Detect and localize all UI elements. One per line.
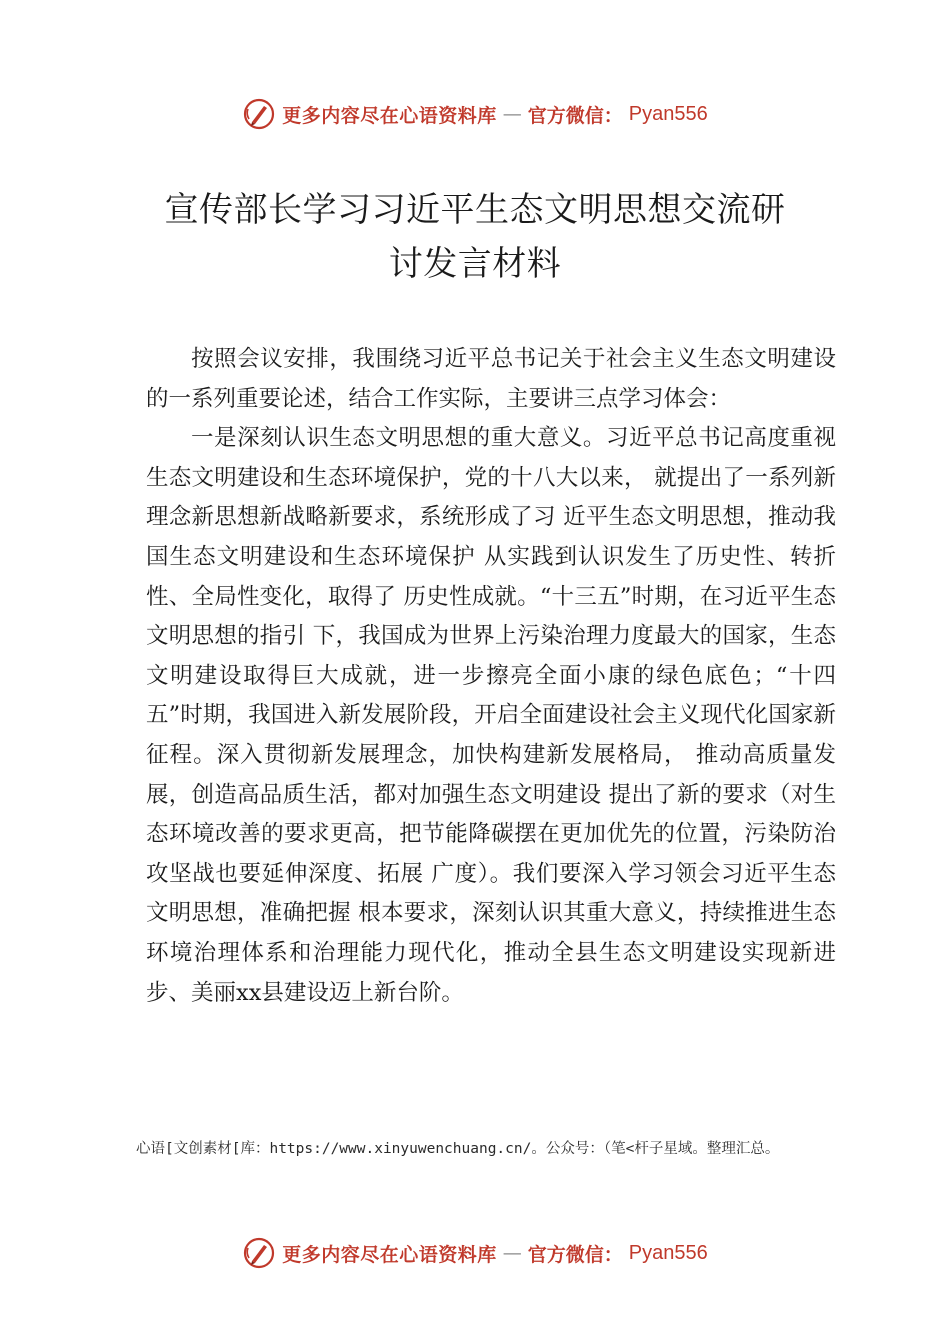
banner-text: 更多内容尽在心语资料库 <box>282 1243 497 1266</box>
banner-separator: — <box>502 103 522 125</box>
title-line-2: 讨发言材料 <box>388 244 562 284</box>
banner-wechat-label: 官方微信： <box>527 104 623 127</box>
title-line-1: 宣传部长学习习近平生态文明思想交流研 <box>164 190 786 230</box>
banner-separator: — <box>502 1242 522 1264</box>
document-body <box>146 340 836 1013</box>
banner-text: 更多内容尽在心语资料库 <box>282 104 497 127</box>
bottom-banner <box>0 1231 950 1275</box>
source-note: 心语[文创素材[库：https://www.xinyuwenchuang.cn/。公众号：（笔<杆子星域。整理汇总。 <box>136 1141 780 1157</box>
paragraph-point-one: 一是深刻认识生态文明思想的重大意义。习近平总书记高度重视生态文明建设和生态环境保护，党的十八大以来， 就提出了一系列新理念新思想新战略新要求，系统形成了习 近平生态文明思想，推动我国生态文明建设和生态环境保护 从实践到认识发生了历史性、转折性、全局性变化，取得了 历史性成就。“十三五”时期，在习近平生态文明思想的指引 下，我国成为世界上污染治理力度最大的国家，生态文明建设取得巨大成就，进一步擦亮全面小康的绿色底色；“十四五”时期，我国进入新发展阶段，开启全面建设社会主义现代化国家新征程。深入贯彻新发展理念，加快构建新发展格局， 推动高质量发展，创造高品质生活，都对加强生态文明建设 提出了新的要求（对生态环境改善的要求更高，把节能降碳摆在更加优先的位置，污染防治攻坚战也要延伸深度、拓展 广度）。我们要深入学习领会习近平生态文明思想，准确把握 根本要求，深刻认识其重大意义，持续推进生态环境治理体系和治理能力现代化，推动全县生态文明建设实现新进步、美丽xx县建设迈上新台阶。 <box>146 425 836 1006</box>
banner-wechat-id: Pyan556 <box>628 102 708 125</box>
paragraph-intro: 按照会议安排，我围绕习近平总书记关于社会主义生态文明建设的一系列重要论述，结合工作实际，主要讲三点学习体会： <box>146 346 836 412</box>
document-title <box>0 183 950 291</box>
banner-wechat-id: Pyan556 <box>628 1241 708 1264</box>
quill-circle-logo-icon <box>242 1236 276 1270</box>
banner-wechat-label: 官方微信： <box>527 1243 623 1266</box>
quill-circle-logo-icon <box>242 97 276 131</box>
top-banner <box>0 92 950 136</box>
